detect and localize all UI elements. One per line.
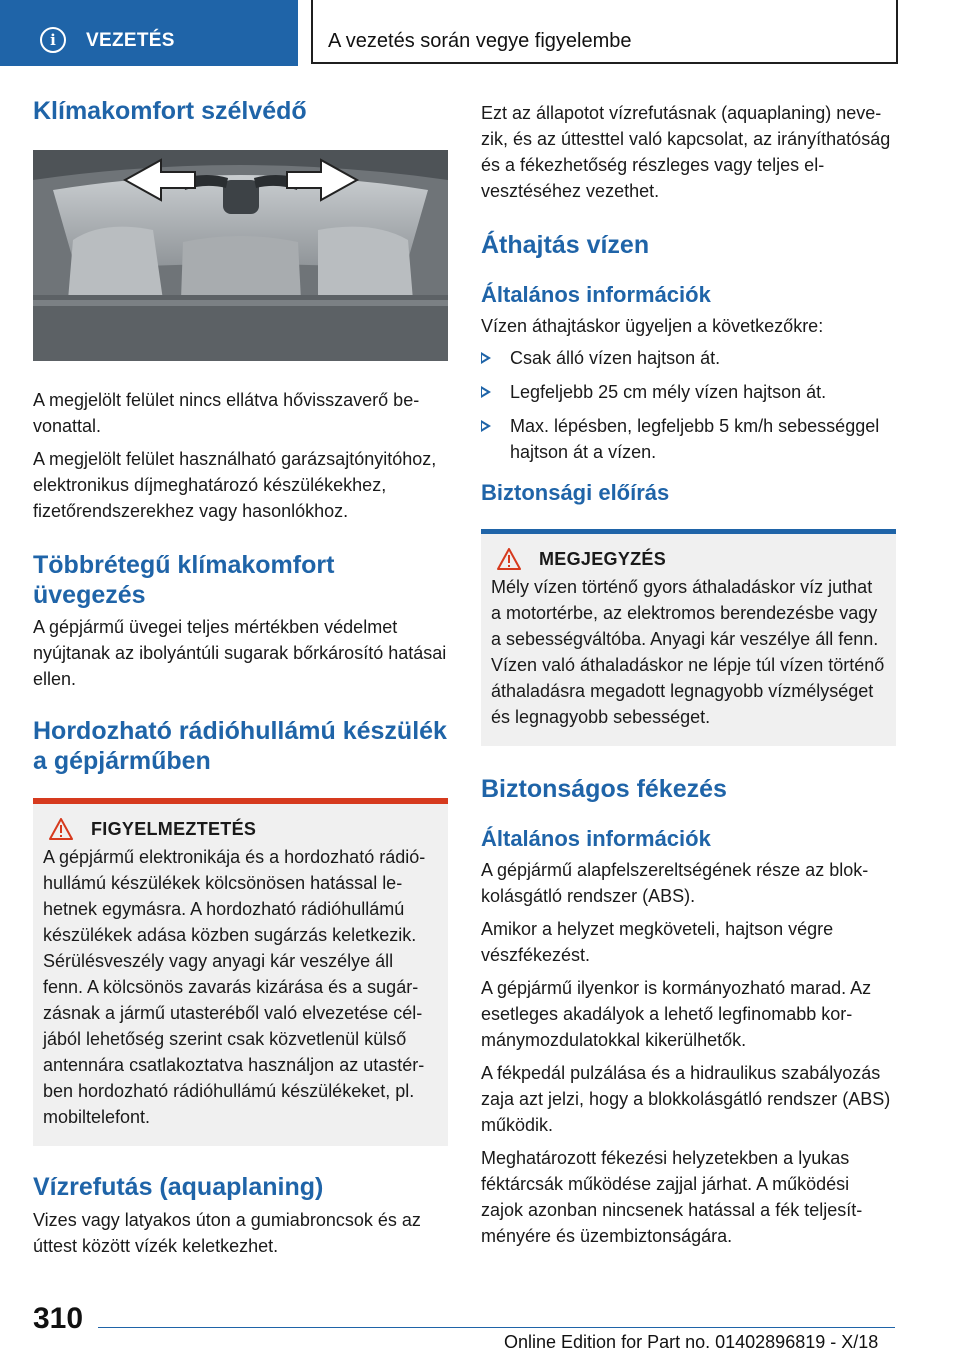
warning-triangle-icon: [497, 548, 521, 570]
warning-header: [43, 818, 438, 840]
heading-altalanos-informaciok-1: Általános információk: [481, 282, 711, 307]
bullet-triangle-icon: [481, 352, 491, 364]
list-item: Csak álló vízen hajtson át.: [481, 345, 896, 371]
paragraph-usable-surface: A megjelölt felület használható garázsajtónyitóhoz, elektronikus díjmeghatározó készülékekhez, fizetőrendszerekhez vagy hasonlókhoz.: [33, 449, 437, 521]
warning-text: A gépjármű elektronikája és a hordozható rádióhullámú készülékek kölcsönösen hatással lehetnek egymásra. A hordozható rádióhullámú készülékek adása közben sugárzás keletkezik. Sérülésveszély vagy anyagi kár veszélye áll fenn. A kölcsönös zavarás kizárása és a sugárzásnak a jármű utasteréből való elvezetése céljából lehetőség szerint csak közvetlenül külső antennára csatlakoztatva használjon az utastérben hordozható rádióhullámú készülékeket, pl. mobiltelefont.: [43, 847, 426, 1127]
paragraph-brake-disc-noise: Meghatározott fékezési helyzetekben a lyukas féktárcsák működése zajjal járhat. A működési zajok azonban nincsenek hatással a fék teljesítményére és üzembiztonságára.: [481, 1148, 863, 1246]
bullet-triangle-icon: [481, 420, 491, 432]
page-number: 310: [33, 1302, 84, 1335]
heading-tobbretegu-uvegezes: Többrétegű klímakomfort üvegezés: [33, 551, 335, 609]
paragraph-uv-protection: A gépjármű üvegei teljes mértékben védelmet nyújtanak az ibolyántúli sugarak bőrkárosító hatásai ellen.: [33, 617, 447, 689]
warning-triangle-icon: [49, 818, 73, 840]
paragraph-pedal-pulsing: A fékpedál pulzálása és a hidraulikus szabályozás zaja azt jelzi, hogy a blokkolásgátló rendszer (ABS) működik.: [481, 1063, 891, 1135]
paragraph-emergency-braking: Amikor a helyzet megköveteli, hajtson végre vészfékezést.: [481, 919, 834, 965]
heading-vizrefutas: Vízrefutás (aquaplaning): [33, 1173, 324, 1201]
note-title: MEGJEGYZÉS: [539, 548, 667, 569]
note-text: Mély vízen történő gyors áthaladáskor víz juthat a motortérbe, az elektromos berendezésbe vagy a sebességváltóba. Anyagi kár veszélye áll fenn. Vízen való áthaladáskor ne lépje túl vízen történő áthaladásra megadott legnagyobb vízmélységet és legnagyobb sebességet.: [491, 577, 885, 727]
info-circle-icon: i: [40, 27, 66, 53]
warning-box: [33, 798, 448, 1146]
windshield-illustration: [33, 150, 448, 361]
list-item: Legfeljebb 25 cm mély vízen hajtson át.: [481, 379, 896, 405]
page-header: [0, 0, 960, 66]
paragraph-abs: A gépjármű alapfelszereltségének része az blokkolásgátló rendszer (ABS).: [481, 860, 869, 906]
paragraph-water-crossing-intro: Vízen áthajtáskor ügyeljen a következőkre:: [481, 316, 824, 336]
heading-athajtas-vizen: Áthajtás vízen: [481, 231, 650, 259]
bullet-triangle-icon: [481, 386, 491, 398]
footer-divider: [98, 1327, 895, 1328]
warning-title: FIGYELMEZTETÉS: [91, 818, 257, 839]
car-interior-windshield-photo: [33, 150, 448, 361]
heading-biztonsagos-fekezes: Biztonságos fékezés: [481, 775, 727, 803]
list-item: Max. lépésben, legfeljebb 5 km/h sebességgel hajtson át a vízen.: [481, 413, 896, 465]
note-header: [491, 548, 886, 570]
paragraph-steerable: A gépjármű ilyenkor is kormányozható marad. Az esetleges akadályok a lehető legfinomabb kormánymozdulatokkal kikerülhetők.: [481, 978, 872, 1050]
right-column: [481, 100, 896, 1249]
left-column: [33, 96, 448, 1259]
paragraph-aquaplaning-effect: Ezt az állapotot vízrefutásnak (aquaplaning) nevezik, és az úttesttel való kapcsolat, az irányíthatóság és a fékezhetőség részleges vagy teljes elvesztéséhez vezethet.: [481, 103, 891, 201]
chapter-tab: [311, 0, 898, 64]
heading-klimakomfort-szelvedo: Klímakomfort szélvédő: [33, 97, 307, 125]
note-box: [481, 529, 896, 746]
section-tab-label: VEZETÉS: [86, 30, 175, 51]
paragraph-vizrefutas: Vizes vagy latyakos úton a gumiabroncsok és az úttest között vízék keletkezhet.: [33, 1210, 421, 1256]
section-tab: [0, 0, 298, 66]
water-crossing-list: [481, 345, 896, 465]
heading-altalanos-informaciok-2: Általános információk: [481, 826, 711, 851]
footer-edition: Online Edition for Part no. 01402896819 - X/18: [504, 1332, 879, 1352]
heading-hordozhato-radio: Hordozható rádióhullámú készülék a gépjárműben: [33, 717, 447, 775]
chapter-title: A vezetés során vegye figyelembe: [328, 30, 632, 52]
paragraph-no-coating: A megjelölt felület nincs ellátva hővisszaverő bevonattal.: [33, 390, 420, 436]
heading-biztonsagi-eloiras: Biztonsági előírás: [481, 480, 670, 505]
